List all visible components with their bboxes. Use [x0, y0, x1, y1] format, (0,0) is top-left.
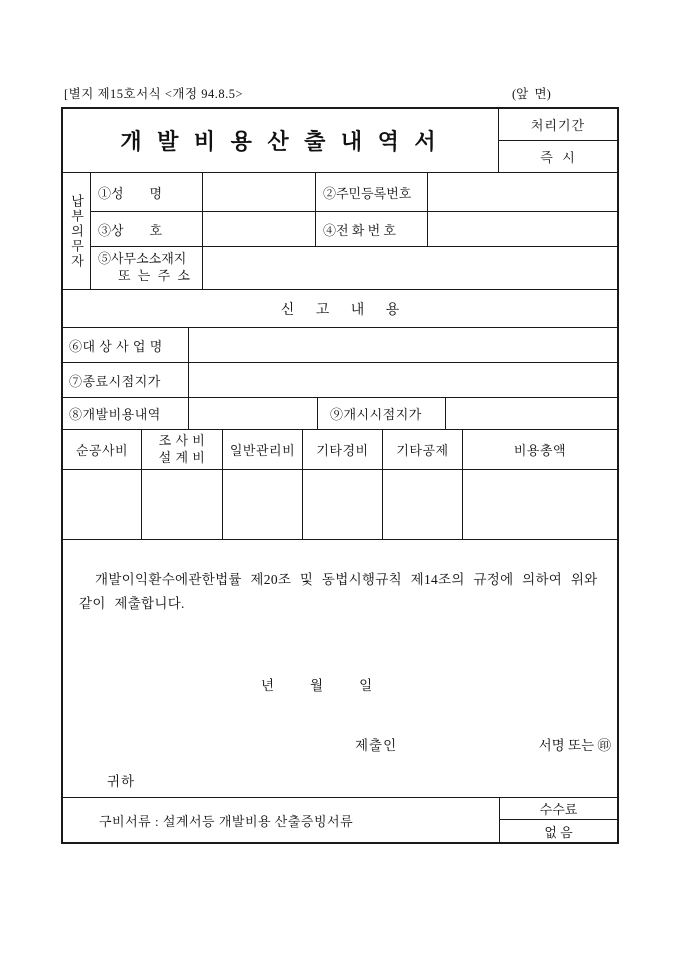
total-cost-field[interactable]: [463, 470, 617, 539]
col-design-line: 설 계 비: [158, 449, 206, 465]
net-construction-field[interactable]: [63, 470, 142, 539]
form-title: 개 발 비 용 산 출 내 역 서: [63, 109, 499, 172]
front-side-note: (앞 면): [512, 87, 551, 101]
form-code-note: [별지 제15호서식 <개정 94.8.5>: [64, 87, 243, 101]
cost-table-header: [63, 430, 617, 470]
recipient-label: 귀하: [107, 774, 136, 789]
target-business-label: ⑥대 상 사 업 명: [63, 328, 189, 362]
month-label: 월: [310, 678, 324, 693]
payer-section: [63, 173, 617, 290]
required-documents-text: 구비서류 : 설계서등 개발비용 산출증빙서류: [63, 798, 500, 842]
col-other-deduction: 기타공제: [383, 430, 463, 469]
col-total-cost: 비용총액: [513, 443, 567, 458]
year-label: 년: [261, 678, 275, 693]
office-address-label-line1: ⑤사무소소재지: [98, 251, 187, 267]
office-address-field[interactable]: [203, 247, 617, 289]
signature-or-seal-label: 서명 또는 ㊞: [538, 738, 611, 753]
resident-id-field[interactable]: [428, 173, 617, 212]
date-line: [261, 674, 372, 694]
payer-grid: [91, 173, 617, 289]
cost-table-body: [63, 470, 617, 540]
office-address-label: [91, 247, 203, 289]
phone-field[interactable]: [428, 212, 617, 247]
general-admin-field[interactable]: [223, 470, 303, 539]
day-label: 일: [359, 678, 373, 693]
end-point-price-label: ⑦종료시점지가: [63, 363, 189, 397]
report-content-header: 신 고 내 용: [63, 290, 617, 328]
cost-detail-row: [63, 398, 617, 430]
col-survey-design: [142, 430, 223, 469]
name-field[interactable]: [203, 173, 316, 212]
col-other-expense: 기타경비: [303, 430, 383, 469]
target-business-row: [63, 328, 617, 363]
development-cost-label: ⑧개발비용내역: [63, 398, 189, 429]
form-frame: [61, 107, 619, 844]
processing-time-value: 즉 시: [540, 150, 576, 165]
start-point-price-label: ⑨개시시점지가: [318, 398, 446, 429]
end-point-price-field[interactable]: [189, 363, 617, 397]
company-field[interactable]: [203, 212, 316, 247]
other-expense-field[interactable]: [303, 470, 383, 539]
col-survey-line: 조 사 비: [158, 433, 206, 449]
target-business-field[interactable]: [189, 328, 617, 362]
name-label: ①성 명: [91, 173, 203, 212]
office-address-label-line2: 또 는 주 소: [118, 268, 192, 283]
fee-box: [500, 798, 617, 842]
start-point-price-field[interactable]: [446, 398, 617, 429]
fee-value: 없 음: [544, 824, 573, 840]
company-label: ③상 호: [91, 212, 203, 247]
submission-section: [63, 540, 617, 798]
payer-side-label: 납부의무자: [63, 173, 91, 289]
legal-declaration-text: 개발이익환수에관한법률 제20조 및 동법시행규칙 제14조의 규정에 의하여 위와 같이 제출합니다.: [79, 572, 598, 611]
other-deduction-field[interactable]: [383, 470, 463, 539]
processing-time-box: [499, 109, 617, 172]
col-general-admin: 일반관리비: [223, 430, 303, 469]
resident-id-label: ②주민등록번호: [316, 173, 428, 212]
col-net-construction: 순공사비: [63, 430, 142, 469]
required-documents-row: [63, 798, 617, 842]
submitter-label: 제출인: [355, 738, 398, 753]
processing-time-label: 처리기간: [499, 109, 617, 141]
survey-design-field[interactable]: [142, 470, 223, 539]
end-point-price-row: [63, 363, 617, 398]
title-row: [63, 109, 617, 173]
phone-label: ④전 화 번 호: [316, 212, 428, 247]
fee-label: 수수료: [500, 798, 617, 820]
development-cost-field[interactable]: [189, 398, 318, 429]
